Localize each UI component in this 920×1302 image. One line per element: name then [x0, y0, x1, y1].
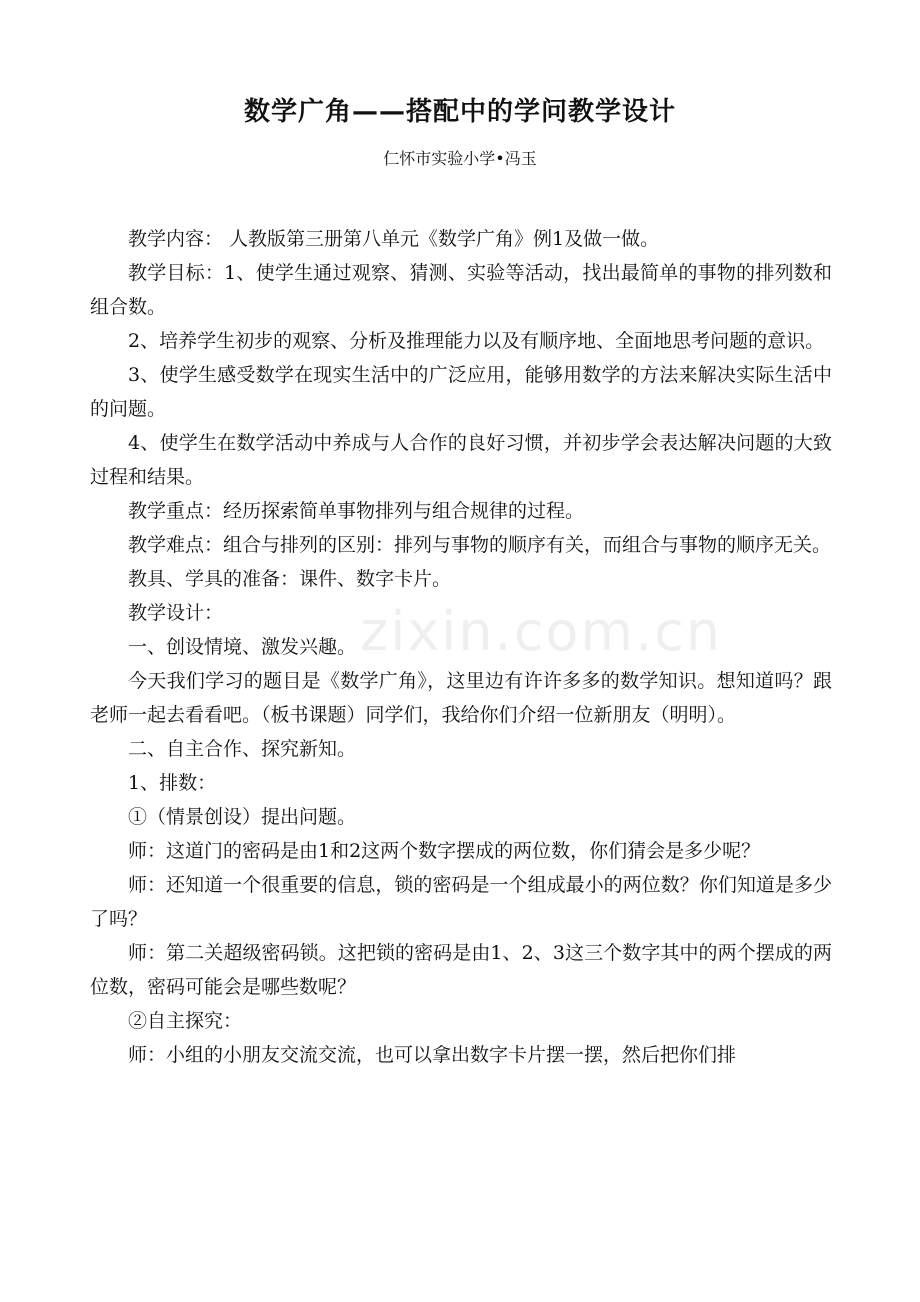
paragraph-teacher-3: 师：第二关超级密码锁。这把锁的密码是由1、2、3这三个数字其中的两个摆成的两位数，密码可能会是哪些数呢？	[90, 942, 832, 998]
paragraph-intro: 今天我们学习的题目是《数学广角》，这里边有许许多多的数学知识。想知道吗？跟老师一起去看看吧。（板书课题）同学们，我给你们介绍一位新朋友（明明）。	[90, 670, 832, 726]
paragraph-arrange: 1、排数：	[128, 772, 217, 794]
paragraph-key-point: 教学重点：经历探索简单事物排列与组合规律的过程。	[128, 500, 585, 522]
paragraph-teacher-2: 师：还知道一个很重要的信息，锁的密码是一个组成最小的两位数？你们知道是多少了吗？	[90, 874, 832, 930]
paragraph-objective-3: 3、使学生感受数学在现实生活中的广泛应用，能够用数学的方法来解决实际生活中的问题。	[90, 364, 832, 420]
paragraph-explore: ②自主探究：	[128, 1010, 243, 1032]
paragraph-teacher-1: 师：这道门的密码是由1和2这两个数字摆成的两位数，你们猜会是多少呢？	[128, 840, 761, 862]
document-body	[90, 222, 832, 1072]
paragraph-objective-2: 2、培养学生初步的观察、分析及推理能力以及有顺序地、全面地思考问题的意识。	[128, 330, 825, 352]
document-author: 仁怀市实验小学•冯玉	[383, 149, 537, 168]
paragraph-objective: 教学目标：1、使学生通过观察、猜测、实验等活动，找出最简单的事物的排列数和组合数。	[90, 262, 832, 318]
paragraph-objective-4: 4、使学生在数学活动中养成与人合作的良好习惯，并初步学会表达解决问题的大致过程和结果。	[90, 432, 832, 488]
paragraph-scenario: ①（情景创设）提出问题。	[128, 806, 357, 828]
paragraph-section-1: 一、创设情境、激发兴趣。	[128, 636, 357, 658]
paragraph-teacher-4: 师：小组的小朋友交流交流，也可以拿出数字卡片摆一摆，然后把你们排	[128, 1044, 737, 1066]
paragraph-difficulty: 教学难点：组合与排列的区别：排列与事物的顺序有关，而组合与事物的顺序无关。	[128, 534, 832, 556]
paragraph-materials: 教具、学具的准备：课件、数字卡片。	[128, 568, 452, 590]
paragraph-content: 教学内容： 人教版第三册第八单元《数学广角》例1及做一做。	[128, 228, 660, 250]
paragraph-section-2: 二、自主合作、探究新知。	[128, 738, 357, 760]
document-title: 数学广角——搭配中的学问教学设计	[243, 97, 676, 127]
paragraph-design-heading: 教学设计：	[128, 602, 224, 624]
watermark-logo: zixin.com.cn	[360, 600, 723, 663]
